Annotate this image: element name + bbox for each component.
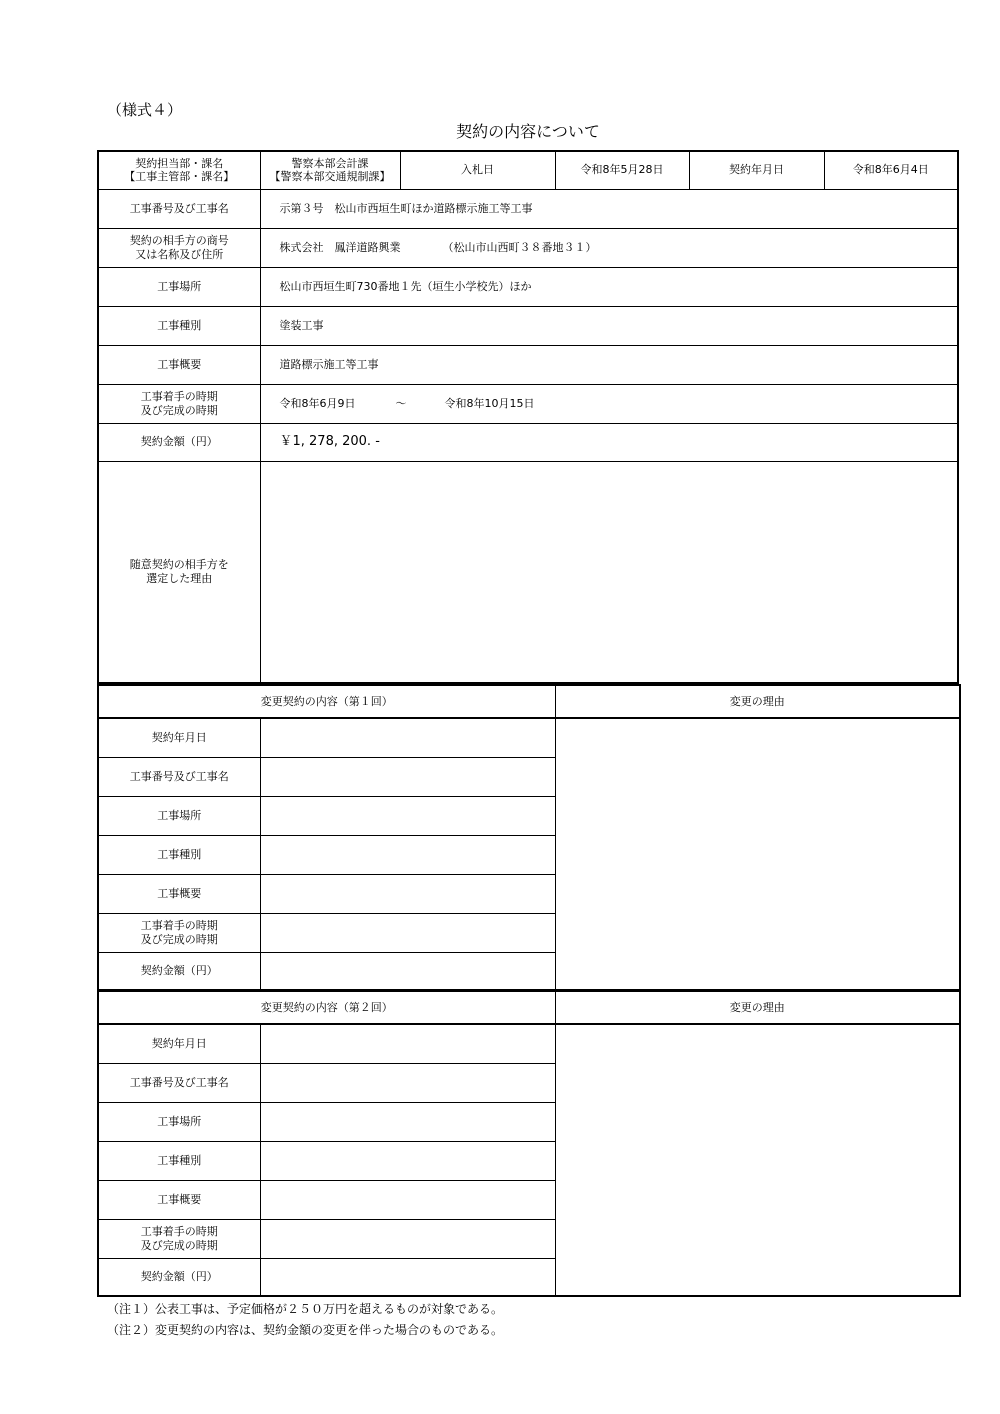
- location-value: 松山市西垣生町730番地１先（垣生小学校先）ほか: [260, 267, 958, 306]
- revision-2-summary-value: [260, 1180, 555, 1219]
- revision-1-work-no-label: 工事番号及び工事名: [98, 757, 260, 796]
- document-title: 契約の内容について: [456, 122, 600, 141]
- revision-2-row: [98, 1024, 960, 1063]
- header-row: [98, 151, 958, 189]
- contractor-label: 契約の相手方の商号: [129, 233, 229, 247]
- location-row: [98, 267, 958, 306]
- period-end: 令和8年10月15日: [444, 396, 535, 410]
- revision-2-table: [97, 990, 961, 1297]
- revision-1-heading: 変更契約の内容（第１回）: [98, 685, 555, 718]
- revision-2-work-no-value: [260, 1063, 555, 1102]
- notes: [107, 1299, 503, 1341]
- period-label-sub: 及び完成の時期: [140, 403, 218, 417]
- contractor-label-sub: 又は名称及び住所: [135, 247, 224, 261]
- revision-1-amount-value: [260, 952, 555, 990]
- revision-1-location-label: 工事場所: [98, 796, 260, 835]
- revision-1-table: [97, 684, 961, 991]
- revision-1-header: [98, 685, 960, 718]
- revision-1-summary-value: [260, 874, 555, 913]
- revision-2-work-no-label: 工事番号及び工事名: [98, 1063, 260, 1102]
- location-label: 工事場所: [98, 267, 260, 306]
- revision-1-type-value: [260, 835, 555, 874]
- revision-2-period-label: 工事着手の時期: [140, 1224, 218, 1238]
- note-1: （注１）公表工事は、予定価格が２５０万円を超えるものが対象である。: [107, 1302, 504, 1316]
- revision-2-header: [98, 991, 960, 1024]
- form-number: （様式４）: [107, 101, 183, 119]
- reason-label: 随意契約の相手方を: [129, 558, 229, 571]
- revision-1-period-label: 工事着手の時期: [140, 918, 218, 932]
- revision-2-contract-date-value: [260, 1024, 555, 1063]
- contractor-address: （松山市山西町３８番地３１）: [442, 240, 597, 254]
- contractor-name: 株式会社 鳳洋道路興業: [279, 240, 401, 254]
- amount-row: [98, 423, 958, 461]
- revision-2-type-value: [260, 1141, 555, 1180]
- revision-1-location-value: [260, 796, 555, 835]
- reason-label-cell: [98, 461, 260, 683]
- dept-label-cell: [98, 151, 260, 189]
- revision-2-period-label-cell: [98, 1219, 260, 1258]
- revision-2-amount-value: [260, 1258, 555, 1296]
- revision-1-work-no-value: [260, 757, 555, 796]
- revision-2-type-label: 工事種別: [98, 1141, 260, 1180]
- dept-value-cell: [260, 151, 400, 189]
- period-label-cell: [98, 384, 260, 423]
- period-start: 令和8年6月9日: [279, 396, 356, 410]
- bid-date-value: 令和8年5月28日: [555, 151, 689, 189]
- contract-table: [97, 150, 959, 684]
- amount-label: 契約金額（円）: [98, 423, 260, 461]
- work-no-row: [98, 189, 958, 228]
- work-no-label: 工事番号及び工事名: [98, 189, 260, 228]
- dept-label-sub: 【工事主管部・課名】: [124, 170, 235, 184]
- revision-1-contract-date-value: [260, 718, 555, 757]
- revision-1-reason-value: [555, 718, 960, 990]
- reason-value: [260, 461, 958, 683]
- revision-2-reason-value: [555, 1024, 960, 1296]
- revision-2-period-label-sub: 及び完成の時期: [140, 1238, 218, 1252]
- revision-1-summary-label: 工事概要: [98, 874, 260, 913]
- summary-value: 道路標示施工等工事: [260, 345, 958, 384]
- contract-date-value: 令和8年6月4日: [824, 151, 958, 189]
- revision-2-location-label: 工事場所: [98, 1102, 260, 1141]
- period-value: [260, 384, 958, 423]
- revision-2-amount-label: 契約金額（円）: [98, 1258, 260, 1296]
- revision-1-period-label-cell: [98, 913, 260, 952]
- revision-2-location-value: [260, 1102, 555, 1141]
- revision-2-summary-label: 工事概要: [98, 1180, 260, 1219]
- revision-2-reason-heading: 変更の理由: [555, 991, 960, 1024]
- reason-row: [98, 461, 958, 683]
- period-label: 工事着手の時期: [140, 389, 218, 403]
- revision-1-contract-date-label: 契約年月日: [98, 718, 260, 757]
- revision-1-row: [98, 718, 960, 757]
- revision-1-period-value: [260, 913, 555, 952]
- type-row: [98, 306, 958, 345]
- revision-1-amount-label: 契約金額（円）: [98, 952, 260, 990]
- amount-value: ￥1, 278, 200. -: [260, 423, 958, 461]
- contractor-row: [98, 228, 958, 267]
- revision-2-heading: 変更契約の内容（第２回）: [98, 991, 555, 1024]
- type-value: 塗装工事: [260, 306, 958, 345]
- reason-label-sub: 選定した理由: [146, 571, 213, 585]
- revision-2-period-value: [260, 1219, 555, 1258]
- contract-date-label: 契約年月日: [689, 151, 824, 189]
- revision-2-contract-date-label: 契約年月日: [98, 1024, 260, 1063]
- dept-label: 契約担当部・課名: [135, 156, 224, 170]
- period-row: [98, 384, 958, 423]
- work-no-value: 示第３号 松山市西垣生町ほか道路標示施工等工事: [260, 189, 958, 228]
- revision-1-period-label-sub: 及び完成の時期: [140, 932, 218, 946]
- bid-date-label: 入札日: [400, 151, 555, 189]
- type-label: 工事種別: [98, 306, 260, 345]
- summary-row: [98, 345, 958, 384]
- note-2: （注２）変更契約の内容は、契約金額の変更を伴った場合のものである。: [107, 1323, 504, 1337]
- revision-1-type-label: 工事種別: [98, 835, 260, 874]
- contractor-label-cell: [98, 228, 260, 267]
- revision-1-reason-heading: 変更の理由: [555, 685, 960, 718]
- dept-value: 警察本部会計課: [291, 156, 369, 170]
- contractor-value: [260, 228, 958, 267]
- dept-value-sub: 【警察本部交通規制課】: [269, 170, 391, 184]
- summary-label: 工事概要: [98, 345, 260, 384]
- period-separator: ～: [395, 396, 407, 410]
